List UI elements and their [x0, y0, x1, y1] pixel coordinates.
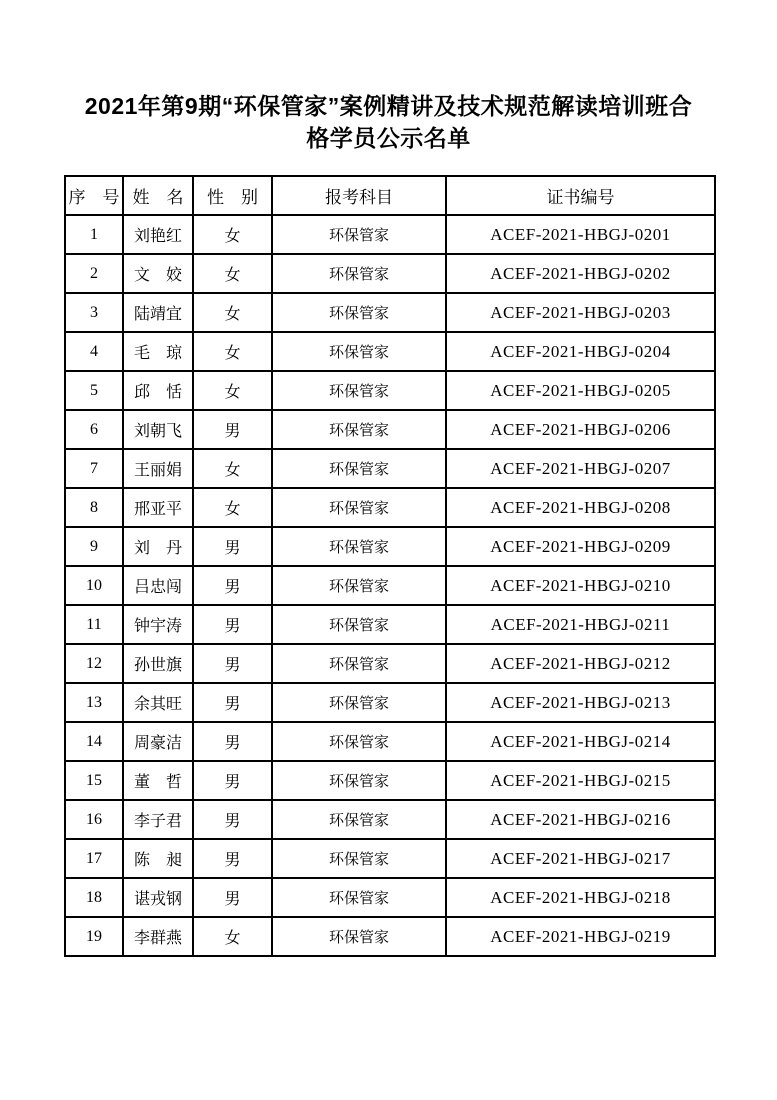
cell-serial: 13 [65, 683, 123, 722]
cell-certificate: ACEF-2021-HBGJ-0201 [446, 215, 715, 254]
cell-gender: 女 [193, 371, 272, 410]
cell-gender: 男 [193, 605, 272, 644]
cell-serial: 19 [65, 917, 123, 956]
table-row [65, 917, 715, 956]
cell-subject: 环保管家 [272, 488, 446, 527]
cell-gender: 女 [193, 215, 272, 254]
cell-serial: 7 [65, 449, 123, 488]
cell-subject: 环保管家 [272, 332, 446, 371]
cell-subject: 环保管家 [272, 683, 446, 722]
cell-name: 吕忠闯 [123, 566, 193, 605]
cell-serial: 15 [65, 761, 123, 800]
table-row [65, 566, 715, 605]
cell-gender: 女 [193, 254, 272, 293]
cell-serial: 18 [65, 878, 123, 917]
cell-subject: 环保管家 [272, 566, 446, 605]
cell-name: 刘 丹 [123, 527, 193, 566]
cell-serial: 2 [65, 254, 123, 293]
cell-subject: 环保管家 [272, 800, 446, 839]
table-row [65, 215, 715, 254]
cell-serial: 4 [65, 332, 123, 371]
cell-serial: 1 [65, 215, 123, 254]
cell-subject: 环保管家 [272, 371, 446, 410]
cell-name: 刘艳红 [123, 215, 193, 254]
cell-certificate: ACEF-2021-HBGJ-0207 [446, 449, 715, 488]
cell-subject: 环保管家 [272, 722, 446, 761]
cell-certificate: ACEF-2021-HBGJ-0212 [446, 644, 715, 683]
cell-serial: 6 [65, 410, 123, 449]
cell-subject: 环保管家 [272, 293, 446, 332]
cell-serial: 3 [65, 293, 123, 332]
cell-gender: 男 [193, 683, 272, 722]
cell-certificate: ACEF-2021-HBGJ-0214 [446, 722, 715, 761]
table-row [65, 644, 715, 683]
cell-name: 邢亚平 [123, 488, 193, 527]
cell-serial: 11 [65, 605, 123, 644]
cell-name: 周豪洁 [123, 722, 193, 761]
cell-certificate: ACEF-2021-HBGJ-0209 [446, 527, 715, 566]
cell-subject: 环保管家 [272, 878, 446, 917]
table-row [65, 800, 715, 839]
cell-serial: 16 [65, 800, 123, 839]
cell-serial: 5 [65, 371, 123, 410]
cell-certificate: ACEF-2021-HBGJ-0202 [446, 254, 715, 293]
cell-serial: 9 [65, 527, 123, 566]
cell-name: 邱 恬 [123, 371, 193, 410]
col-header-subject: 报考科目 [272, 176, 446, 215]
cell-certificate: ACEF-2021-HBGJ-0218 [446, 878, 715, 917]
cell-name: 钟宇涛 [123, 605, 193, 644]
table-row [65, 488, 715, 527]
cell-certificate: ACEF-2021-HBGJ-0217 [446, 839, 715, 878]
cell-gender: 女 [193, 917, 272, 956]
cell-gender: 男 [193, 527, 272, 566]
cell-certificate: ACEF-2021-HBGJ-0206 [446, 410, 715, 449]
cell-subject: 环保管家 [272, 839, 446, 878]
table-row [65, 527, 715, 566]
col-header-serial: 序 号 [65, 176, 123, 215]
cell-gender: 女 [193, 332, 272, 371]
page-title-line-2: 格学员公示名单 [306, 125, 471, 151]
cell-gender: 女 [193, 449, 272, 488]
cell-certificate: ACEF-2021-HBGJ-0204 [446, 332, 715, 371]
cell-name: 刘朝飞 [123, 410, 193, 449]
cell-certificate: ACEF-2021-HBGJ-0211 [446, 605, 715, 644]
cell-name: 王丽娟 [123, 449, 193, 488]
cell-gender: 男 [193, 878, 272, 917]
table-row [65, 722, 715, 761]
table-row [65, 371, 715, 410]
cell-name: 谌戎钢 [123, 878, 193, 917]
cell-subject: 环保管家 [272, 254, 446, 293]
table-row [65, 449, 715, 488]
table-row [65, 332, 715, 371]
cell-name: 李子君 [123, 800, 193, 839]
table-row [65, 878, 715, 917]
cell-certificate: ACEF-2021-HBGJ-0205 [446, 371, 715, 410]
cell-serial: 17 [65, 839, 123, 878]
cell-certificate: ACEF-2021-HBGJ-0216 [446, 800, 715, 839]
cell-subject: 环保管家 [272, 449, 446, 488]
table-row [65, 839, 715, 878]
cell-gender: 女 [193, 488, 272, 527]
cell-subject: 环保管家 [272, 605, 446, 644]
cell-certificate: ACEF-2021-HBGJ-0208 [446, 488, 715, 527]
cell-gender: 男 [193, 410, 272, 449]
cell-name: 李群燕 [123, 917, 193, 956]
table-row [65, 410, 715, 449]
cell-subject: 环保管家 [272, 215, 446, 254]
cell-subject: 环保管家 [272, 644, 446, 683]
trainee-roster-table [64, 175, 716, 957]
cell-serial: 14 [65, 722, 123, 761]
table-row [65, 293, 715, 332]
cell-certificate: ACEF-2021-HBGJ-0219 [446, 917, 715, 956]
cell-name: 毛 琼 [123, 332, 193, 371]
cell-name: 陈 昶 [123, 839, 193, 878]
cell-gender: 男 [193, 761, 272, 800]
cell-name: 文 姣 [123, 254, 193, 293]
table-header-row [65, 176, 715, 215]
col-header-certificate: 证书编号 [446, 176, 715, 215]
table-row [65, 761, 715, 800]
cell-gender: 男 [193, 839, 272, 878]
page-title [49, 0, 729, 154]
cell-certificate: ACEF-2021-HBGJ-0213 [446, 683, 715, 722]
col-header-name: 姓 名 [123, 176, 193, 215]
cell-gender: 男 [193, 722, 272, 761]
table-body [65, 215, 715, 956]
cell-name: 陆靖宜 [123, 293, 193, 332]
cell-name: 孙世旗 [123, 644, 193, 683]
col-header-gender: 性 别 [193, 176, 272, 215]
table-row [65, 605, 715, 644]
cell-subject: 环保管家 [272, 917, 446, 956]
cell-gender: 女 [193, 293, 272, 332]
cell-certificate: ACEF-2021-HBGJ-0210 [446, 566, 715, 605]
cell-serial: 12 [65, 644, 123, 683]
page-title-line-1: 2021年第9期“环保管家”案例精讲及技术规范解读培训班合 [84, 93, 693, 119]
cell-name: 余其旺 [123, 683, 193, 722]
cell-gender: 男 [193, 800, 272, 839]
cell-certificate: ACEF-2021-HBGJ-0203 [446, 293, 715, 332]
cell-certificate: ACEF-2021-HBGJ-0215 [446, 761, 715, 800]
cell-serial: 8 [65, 488, 123, 527]
cell-subject: 环保管家 [272, 410, 446, 449]
cell-subject: 环保管家 [272, 761, 446, 800]
table-row [65, 683, 715, 722]
table-row [65, 254, 715, 293]
cell-gender: 男 [193, 566, 272, 605]
cell-subject: 环保管家 [272, 527, 446, 566]
cell-gender: 男 [193, 644, 272, 683]
cell-serial: 10 [65, 566, 123, 605]
cell-name: 董 哲 [123, 761, 193, 800]
